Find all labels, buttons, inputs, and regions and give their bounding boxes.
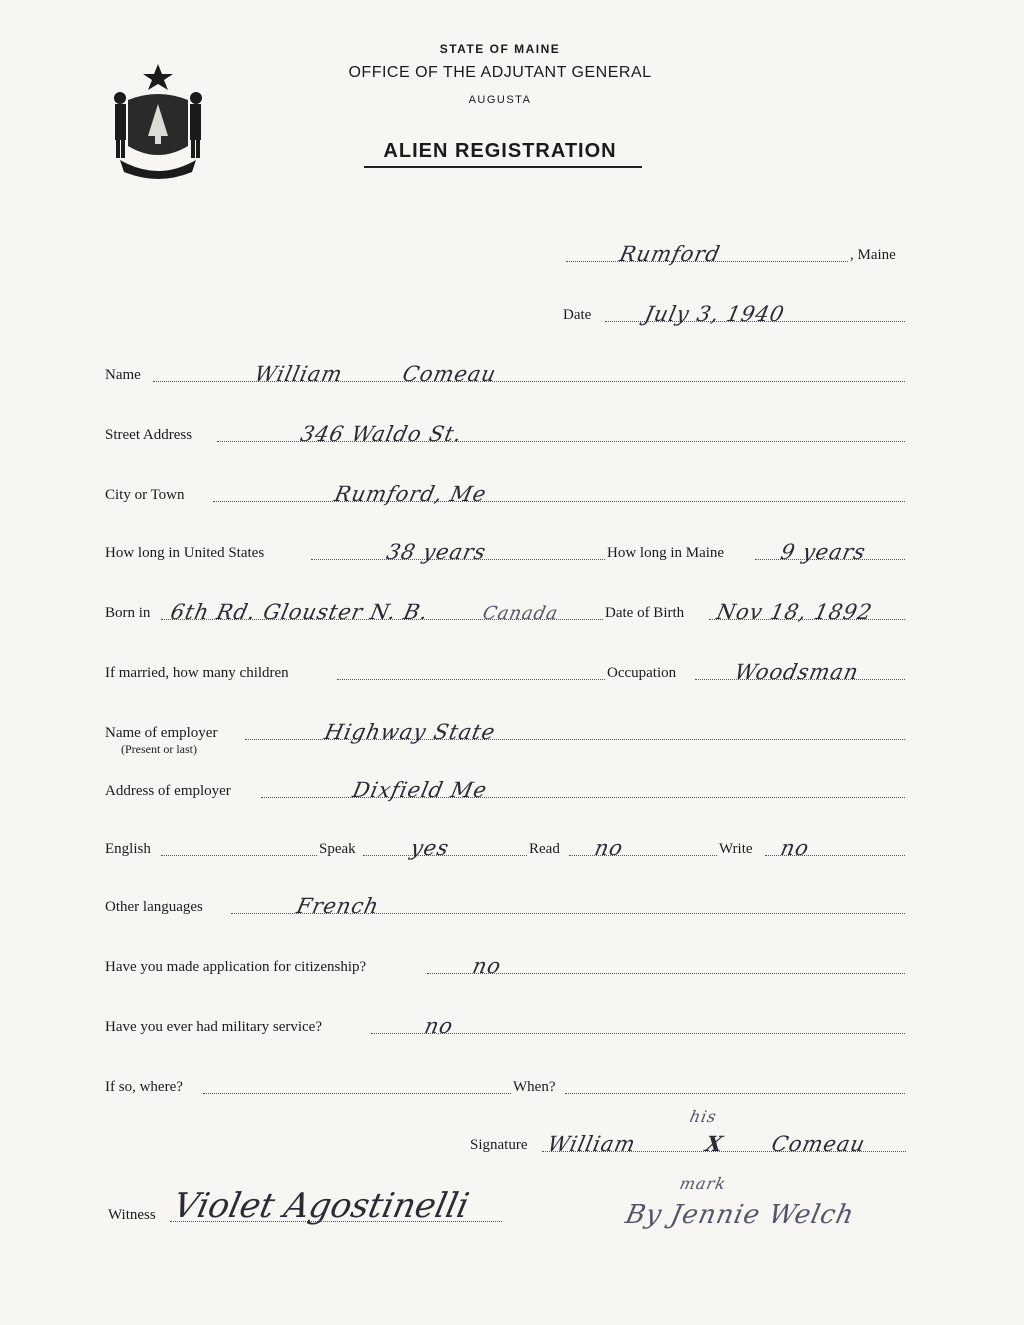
residence-duration-row [105,534,907,564]
name-row [105,356,907,386]
speak-value: yes [408,836,452,860]
service-detail-row [105,1068,907,1098]
town-value: Rumford [617,242,723,266]
witness-value: Violet Agostinelli [169,1186,473,1226]
witness-label: Witness [108,1207,156,1223]
occupation-value: Woodsman [732,660,862,684]
city-value: Rumford, Me [332,482,489,506]
signature-last-value: Comeau [769,1132,868,1156]
where-label: If so, where? [105,1079,183,1095]
signature-row [470,1107,908,1156]
employer-row [105,714,907,756]
occupation-label: Occupation [607,665,677,681]
military-row [105,1008,907,1038]
name-last-value: Comeau [400,362,499,386]
birth-row [105,594,907,624]
street-address-row [105,416,907,446]
signature-first-value: William [545,1132,639,1156]
speak-label: Speak [319,841,356,857]
signature-mark-below: mark [677,1174,729,1193]
read-value: no [592,836,626,860]
employer-value: Highway State [322,720,498,744]
born-in-label: Born in [105,605,151,621]
citizenship-value: no [470,954,504,978]
write-label: Write [719,841,753,857]
how-long-maine-label: How long in Maine [607,545,725,561]
citizenship-row [105,948,907,978]
when-label: When? [513,1079,556,1095]
english-label: English [105,841,151,857]
date-row [563,296,908,326]
how-long-maine-value: 9 years [778,540,869,564]
seal-banner-text: MAINE [140,160,178,171]
state-heading: STATE OF MAINE [439,42,561,56]
born-in-value: 6th Rd. Glouster N. B. [168,600,431,624]
employer-address-label: Address of employer [105,783,231,799]
office-heading: OFFICE OF THE ADJUTANT GENERAL [348,64,652,81]
read-label: Read [529,841,560,857]
children-occupation-row [105,654,907,684]
write-value: no [778,836,812,860]
employer-sublabel: (Present or last) [121,742,197,756]
children-label: If married, how many children [105,665,289,681]
employer-address-row [105,772,907,802]
street-address-value: 346 Waldo St. [298,422,465,446]
date-of-birth-label: Date of Birth [605,605,685,621]
signature-by-value: By Jennie Welch [622,1200,858,1230]
other-languages-value: French [294,894,382,918]
date-value: July 3, 1940 [642,302,787,326]
city-row [105,476,907,506]
form-title: ALIEN REGISTRATION [383,140,617,162]
city-label: City or Town [105,487,185,503]
maine-label: , Maine [850,247,896,263]
title-underline [364,166,642,168]
signature-mark: X [703,1131,726,1156]
date-label: Date [563,307,592,323]
name-first-value: William [252,362,346,386]
how-long-us-label: How long in United States [105,545,265,561]
how-long-us-value: 38 years [384,540,489,564]
military-label: Have you ever had military service? [105,1019,322,1035]
other-languages-row [105,888,907,918]
signature-mark-above: his [687,1107,719,1126]
other-languages-label: Other languages [105,899,203,915]
employer-label: Name of employer [105,725,218,741]
military-value: no [422,1014,456,1038]
date-of-birth-value: Nov 18, 1892 [714,600,875,624]
born-in-country-value: Canada [480,603,561,624]
witness-row [108,1186,508,1226]
signature-label: Signature [470,1137,528,1153]
citizenship-label: Have you made application for citizenship? [105,959,367,975]
employer-address-value: Dixfield Me [350,778,490,802]
english-row [105,830,907,860]
town-row [560,236,910,266]
name-label: Name [105,367,141,383]
street-address-label: Street Address [105,427,193,443]
city-heading: AUGUSTA [468,94,532,106]
